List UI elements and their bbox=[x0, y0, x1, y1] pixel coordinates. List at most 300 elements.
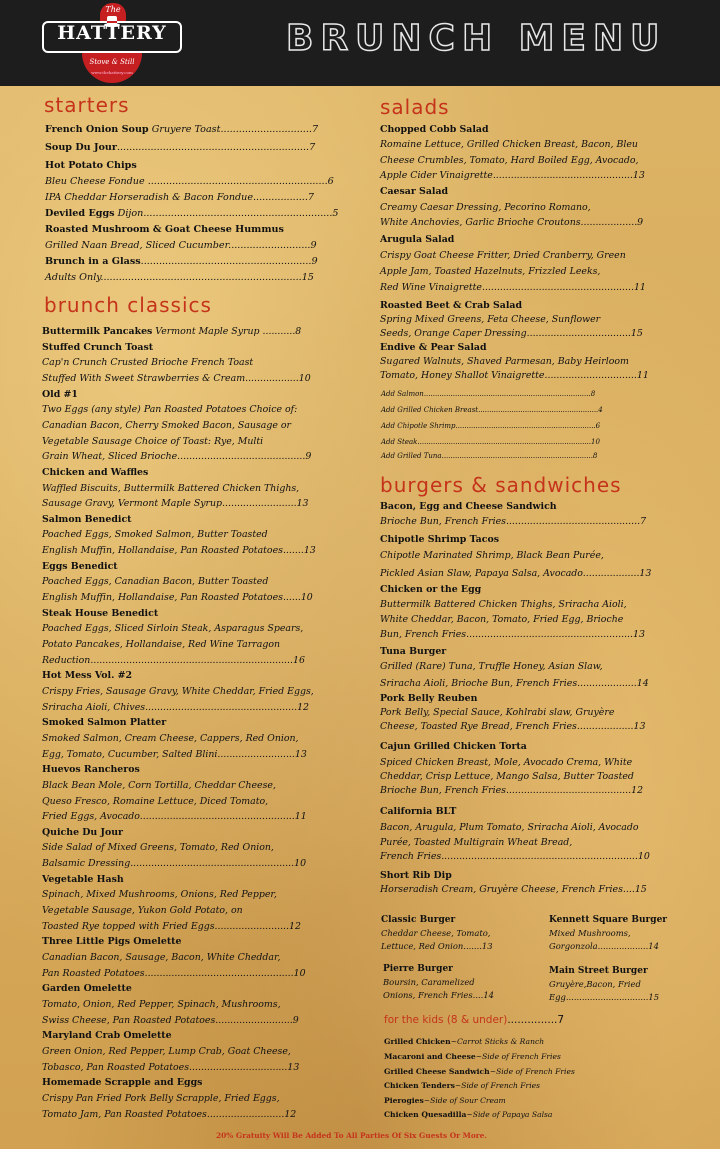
menu-line bbox=[380, 200, 591, 216]
kids-item-side: ~Side of French Fries bbox=[489, 1067, 575, 1076]
menu-line bbox=[380, 804, 456, 820]
leader-dots: ............................................................... bbox=[455, 422, 596, 430]
menu-line bbox=[42, 840, 274, 856]
burger-description-line bbox=[383, 989, 494, 1002]
item-price: 10 bbox=[293, 967, 306, 979]
menu-line bbox=[42, 981, 132, 997]
burger-description-line bbox=[549, 940, 667, 953]
menu-line bbox=[42, 762, 140, 778]
gratuity-note: 20% Gratuity Will Be Added To All Parties Of Six Guests Or More. bbox=[216, 1131, 487, 1140]
leader-dots: .......................... bbox=[215, 1014, 293, 1026]
item-price: 13 bbox=[294, 748, 307, 760]
leader-dots: .................................................................... bbox=[90, 654, 294, 666]
kids-item-name: Grilled Chicken bbox=[384, 1037, 451, 1046]
menu-line bbox=[42, 668, 132, 684]
leader-dots: ................................. bbox=[189, 1061, 288, 1073]
leader-dots: ....... bbox=[282, 545, 304, 557]
item-name: Stuffed Crunch Toast bbox=[42, 341, 154, 353]
addon-name: Add Chipotle Shrimp bbox=[381, 422, 456, 430]
leader-dots: ................................................... bbox=[481, 282, 634, 293]
item-description: Poached Eggs, Smoked Salmon, Butter Toasted bbox=[42, 529, 268, 541]
burger-card bbox=[383, 963, 494, 1002]
item-description: Seeds, Orange Caper Dressing bbox=[380, 328, 527, 339]
menu-line bbox=[380, 232, 454, 248]
menu-line bbox=[45, 174, 334, 190]
menu-line bbox=[42, 402, 297, 418]
leader-dots: ............................... bbox=[544, 370, 637, 381]
menu-line bbox=[42, 919, 301, 935]
menu-line bbox=[42, 1091, 280, 1107]
item-description: Pickled Asian Slaw, Papaya Salsa, Avocado bbox=[380, 568, 583, 579]
item-description: Smoked Salmon, Cream Cheese, Cappers, Red Onion, bbox=[42, 732, 299, 744]
item-name: Bacon, Egg and Cheese Sandwich bbox=[380, 501, 557, 512]
burger-price: 14 bbox=[648, 941, 659, 951]
leader-dots: .................. bbox=[245, 372, 299, 384]
menu-line bbox=[45, 158, 137, 174]
menu-line bbox=[42, 496, 309, 512]
addon-name: Add Salmon bbox=[381, 390, 424, 398]
menu-line bbox=[42, 825, 123, 841]
item-description: Adults Only bbox=[45, 272, 101, 283]
item-description: Spiced Chicken Breast, Mole, Avocado Crema, White bbox=[380, 757, 633, 768]
menu-line bbox=[42, 340, 153, 356]
menu-line bbox=[380, 532, 499, 548]
menu-line bbox=[42, 434, 263, 450]
item-name: Garden Omelette bbox=[42, 983, 132, 995]
menu-line bbox=[42, 872, 124, 888]
leader-dots: .................. bbox=[253, 192, 308, 203]
item-name: Three Little Pigs Omelette bbox=[42, 936, 182, 948]
item-price: 12 bbox=[631, 785, 644, 796]
item-name: Maryland Crab Omelette bbox=[42, 1030, 172, 1042]
item-description: Stuffed With Sweet Strawberries & Cream bbox=[42, 372, 246, 384]
leader-dots: .......................... bbox=[206, 1108, 285, 1120]
leader-dots: .......................... bbox=[217, 748, 295, 760]
item-name: Roasted Mushroom & Goat Cheese Hummus bbox=[45, 224, 284, 235]
menu-line bbox=[42, 481, 299, 497]
item-name: Hot Potato Chips bbox=[45, 160, 137, 171]
menu-line bbox=[380, 566, 651, 582]
item-name: Cajun Grilled Chicken Torta bbox=[380, 741, 527, 752]
item-description: Creamy Caesar Dressing, Pecorino Romano, bbox=[380, 202, 591, 213]
item-name: Buttermilk Pancakes bbox=[42, 326, 153, 337]
item-description: Grain Wheat, Sliced Brioche bbox=[42, 451, 178, 463]
kids-item-side: ~Side of Sour Cream bbox=[423, 1096, 506, 1105]
leader-dots: ................... bbox=[580, 217, 638, 228]
logo-website: www.thehattery.com bbox=[91, 70, 133, 75]
kids-item-side: ~Side of French Fries bbox=[454, 1081, 541, 1090]
menu-line bbox=[42, 1107, 296, 1123]
leader-dots: ........................................................ bbox=[466, 629, 634, 640]
menu-line bbox=[42, 934, 181, 950]
kids-item-name: Chicken Quesadilla bbox=[384, 1110, 467, 1119]
burger-price: 15 bbox=[648, 992, 660, 1002]
menu-line bbox=[42, 747, 307, 763]
addon-name: Add Steak bbox=[381, 438, 418, 446]
item-description: Crispy Goat Cheese Fritter, Dried Cranberry, Green bbox=[380, 250, 626, 261]
item-name: Steak House Benedict bbox=[42, 607, 159, 619]
menu-line bbox=[42, 1013, 299, 1029]
item-description: Chipotle Marinated Shrimp, Black Bean Purée, bbox=[380, 550, 604, 561]
kids-item bbox=[384, 1035, 544, 1050]
leader-dots: ....................................................... bbox=[130, 858, 295, 870]
menu-line bbox=[380, 739, 527, 755]
item-description: Egg, Tomato, Cucumber, Salted Blini bbox=[42, 748, 218, 760]
item-name: Short Rib Dip bbox=[380, 870, 452, 881]
leader-dots: ........................................................ bbox=[140, 256, 312, 267]
menu-line bbox=[42, 997, 281, 1013]
leader-dots: ............................................................... bbox=[116, 142, 310, 153]
item-description: Cheddar, Crisp Lettuce, Mango Salsa, Butter Toasted bbox=[380, 771, 634, 782]
item-description: Bacon, Arugula, Plum Tomato, Sriracha Aioli, Avocado bbox=[380, 822, 639, 833]
logo-sub-text: Stove & Still bbox=[89, 58, 135, 66]
item-description: Grilled Naan Bread, Sliced Cucumber bbox=[45, 240, 229, 251]
item-price: 13 bbox=[632, 170, 645, 181]
menu-line bbox=[42, 903, 243, 919]
item-name: Huevos Rancheros bbox=[42, 764, 140, 776]
item-description: Vegetable Sausage, Yukon Gold Potato, on bbox=[42, 905, 243, 917]
item-price: 11 bbox=[633, 282, 646, 293]
kids-item-name: Pierogies bbox=[384, 1096, 424, 1105]
leader-dots: ........................... bbox=[228, 240, 311, 251]
item-description: Pan Roasted Potatoes bbox=[42, 967, 145, 979]
kids-item-name: Grilled Cheese Sandwich bbox=[384, 1067, 490, 1076]
leader-dots: ................... bbox=[597, 941, 649, 951]
item-description: Tomato, Onion, Red Pepper, Spinach, Mushrooms, bbox=[42, 998, 281, 1010]
addon-line bbox=[381, 402, 603, 418]
item-price: 7 bbox=[640, 516, 647, 527]
item-description: Apple Cider Vinaigrette bbox=[380, 170, 493, 181]
item-price: 9 bbox=[310, 240, 317, 251]
menu-line bbox=[42, 794, 268, 810]
item-name: Eggs Benedict bbox=[42, 560, 118, 572]
item-name: Chipotle Shrimp Tacos bbox=[380, 534, 499, 545]
item-name: Quiche Du Jour bbox=[42, 826, 123, 838]
leader-dots: ......................... bbox=[214, 920, 290, 932]
item-name: Vegetable Hash bbox=[42, 873, 124, 885]
addon-name: Add Grilled Tuna bbox=[381, 452, 442, 460]
menu-line bbox=[42, 653, 305, 669]
leader-dots: .... bbox=[622, 884, 635, 895]
item-price: 13 bbox=[633, 721, 646, 732]
leader-dots: ................... bbox=[582, 568, 640, 579]
addon-price: 6 bbox=[595, 422, 601, 430]
leader-dots: .............................. bbox=[220, 124, 312, 135]
menu-line bbox=[380, 248, 626, 264]
addon-price: 8 bbox=[592, 452, 598, 460]
burger-description-end: Egg bbox=[549, 992, 566, 1002]
item-description: Cheese Crumbles, Tomato, Hard Boiled Egg, Avocado, bbox=[380, 155, 639, 166]
menu-line bbox=[45, 238, 317, 254]
leader-dots: .................................................................... bbox=[441, 452, 593, 460]
leader-dots: ........... bbox=[262, 326, 296, 337]
item-description: Sriracha Aioli, Chives bbox=[42, 701, 146, 713]
item-description: Brioche Bun, French Fries bbox=[380, 516, 506, 527]
section-title-brunch-classics: brunch classics bbox=[44, 293, 212, 317]
item-description: Apple Jam, Toasted Hazelnuts, Frizzled Leeks, bbox=[380, 266, 601, 277]
item-price: 12 bbox=[284, 1108, 297, 1120]
item-name: Deviled Eggs bbox=[45, 208, 115, 219]
menu-line bbox=[42, 543, 316, 559]
menu-line bbox=[45, 222, 284, 238]
menu-line bbox=[380, 548, 604, 564]
menu-line bbox=[42, 621, 303, 637]
item-name: Salmon Benedict bbox=[42, 513, 132, 525]
menu-line bbox=[42, 778, 276, 794]
leader-dots: .................................................................. bbox=[100, 272, 302, 283]
menu-line bbox=[380, 612, 623, 628]
item-price: 13 bbox=[639, 568, 652, 579]
leader-dots: ........................................... bbox=[177, 451, 306, 463]
burger-name: Classic Burger bbox=[381, 915, 456, 925]
menu-line bbox=[380, 280, 646, 296]
addon-name: Add Grilled Chicken Breast bbox=[381, 406, 479, 414]
kids-item-side: ~Side of French Fries bbox=[475, 1052, 561, 1061]
item-name: Tuna Burger bbox=[380, 646, 447, 657]
menu-line bbox=[380, 264, 600, 280]
menu-line bbox=[42, 637, 280, 653]
burger-price: 14 bbox=[483, 990, 494, 1000]
section-title-salads: salads bbox=[380, 95, 450, 119]
kids-item-side: ~Carrot Sticks & Ranch bbox=[450, 1037, 545, 1046]
leader-dots: .............................................................. bbox=[143, 208, 333, 219]
item-price: 9 bbox=[311, 256, 318, 267]
item-description: Green Onion, Red Pepper, Lump Crab, Goat Cheese, bbox=[42, 1045, 291, 1057]
page-title: BRUNCH MENU bbox=[286, 18, 667, 59]
item-description: Romaine Lettuce, Grilled Chicken Breast, Bacon, Bleu bbox=[380, 139, 638, 150]
menu-line bbox=[42, 574, 268, 590]
leader-dots: .................................................. bbox=[144, 967, 294, 979]
burger-name: Main Street Burger bbox=[549, 966, 648, 976]
item-price: 15 bbox=[634, 884, 647, 895]
menu-line bbox=[380, 184, 448, 200]
leader-dots: .... bbox=[472, 990, 484, 1000]
addon-price: 10 bbox=[590, 438, 600, 446]
item-description: Two Eggs (any style) Pan Roasted Potatoes Choice of: bbox=[42, 404, 298, 416]
leader-dots: .......................................... bbox=[505, 785, 632, 796]
item-price: 6 bbox=[327, 176, 334, 187]
item-description: IPA Cheddar Horseradish & Bacon Fondue bbox=[45, 192, 253, 203]
item-description: Purée, Toasted Multigrain Wheat Bread, bbox=[380, 837, 573, 848]
menu-line bbox=[380, 153, 638, 169]
menu-line bbox=[42, 1028, 172, 1044]
menu-line bbox=[42, 700, 309, 716]
burger-card bbox=[549, 965, 659, 1004]
menu-line bbox=[42, 1044, 291, 1060]
item-name: Chopped Cobb Salad bbox=[380, 124, 489, 135]
item-name: Brunch in a Glass bbox=[45, 256, 141, 267]
item-description: French Fries bbox=[380, 851, 442, 862]
item-description: Vermont Maple Syrup bbox=[152, 326, 263, 337]
item-price: 10 bbox=[298, 372, 311, 384]
item-description: Crispy Fries, Sausage Gravy, White Cheddar, Fried Eggs, bbox=[42, 685, 314, 697]
menu-line bbox=[380, 676, 649, 692]
menu-line bbox=[42, 684, 314, 700]
item-description: Reduction bbox=[42, 654, 91, 666]
kids-item bbox=[384, 1108, 552, 1123]
kids-item bbox=[384, 1079, 540, 1094]
item-price: 12 bbox=[297, 701, 309, 713]
hattery-logo bbox=[42, 3, 182, 83]
burger-description-end: Lettuce, Red Onion bbox=[381, 941, 464, 951]
menu-line bbox=[45, 270, 314, 286]
item-description: Pork Belly, Special Sauce, Kohlrabi slaw, Gruyère bbox=[380, 707, 615, 718]
menu-line bbox=[42, 809, 307, 825]
addon-price: 4 bbox=[598, 406, 603, 414]
item-name: Chicken or the Egg bbox=[380, 584, 482, 595]
item-price: 7 bbox=[311, 124, 319, 135]
item-description: Crispy Pan Fried Pork Belly Scrapple, Fried Eggs, bbox=[42, 1092, 280, 1104]
item-description: Horseradish Cream, Gruyère Cheese, French Fries bbox=[380, 884, 623, 895]
leader-dots: ...... bbox=[282, 592, 301, 604]
menu-line bbox=[42, 966, 306, 982]
item-name: Roasted Beet & Crab Salad bbox=[380, 300, 523, 311]
item-name: Arugula Salad bbox=[380, 234, 455, 245]
leader-dots: ............................................. bbox=[505, 516, 641, 527]
menu-line bbox=[45, 140, 315, 156]
item-description: White Cheddar, Bacon, Tomato, Fried Egg, Brioche bbox=[380, 614, 624, 625]
menu-line bbox=[42, 465, 148, 481]
kids-item-side: ~Side of Papaya Salsa bbox=[466, 1110, 553, 1119]
item-description: Gruyere Toast bbox=[148, 124, 221, 135]
item-price: 16 bbox=[293, 654, 305, 666]
menu-line bbox=[42, 590, 313, 606]
leader-dots: ................... bbox=[576, 721, 634, 732]
item-description: Buttermilk Battered Chicken Thighs, Sriracha Aioli, bbox=[380, 599, 627, 610]
menu-line bbox=[42, 887, 277, 903]
leader-dots: ................................................... bbox=[145, 701, 298, 713]
leader-dots: .............................................................................. bbox=[417, 438, 591, 446]
item-description: Side Salad of Mixed Greens, Tomato, Red Onion, bbox=[42, 842, 274, 854]
item-description: Tomato Jam, Pan Roasted Potatoes bbox=[42, 1108, 207, 1120]
menu-line bbox=[45, 122, 318, 138]
kids-heading: for the kids (8 & under)...............7 bbox=[384, 1014, 565, 1026]
item-description: Red Wine Vinaigrette bbox=[380, 282, 482, 293]
item-description: Black Bean Mole, Corn Tortilla, Cheddar Cheese, bbox=[42, 779, 276, 791]
kids-item bbox=[384, 1050, 561, 1065]
menu-line bbox=[45, 190, 314, 206]
item-name: Caesar Salad bbox=[380, 186, 449, 197]
menu-line bbox=[380, 499, 557, 515]
item-price: 15 bbox=[301, 272, 314, 283]
menu-line bbox=[42, 1075, 202, 1091]
menu-line bbox=[42, 512, 131, 528]
item-name: Homemade Scrapple and Eggs bbox=[42, 1077, 203, 1089]
item-price: 7 bbox=[309, 142, 316, 153]
item-price: 7 bbox=[307, 192, 315, 203]
addon-line bbox=[381, 418, 600, 434]
item-name: Chicken and Waffles bbox=[42, 466, 149, 478]
leader-dots: ......................... bbox=[222, 498, 297, 510]
item-price: 11 bbox=[294, 811, 307, 823]
menu-line bbox=[380, 719, 645, 735]
menu-line bbox=[380, 783, 643, 799]
item-description: Grilled (Rare) Tuna, Truffle Honey, Asian Slaw, bbox=[380, 661, 603, 672]
menu-line bbox=[42, 418, 291, 434]
kids-item-name: Chicken Tenders bbox=[384, 1081, 455, 1090]
leader-dots: ............................................... bbox=[492, 170, 633, 181]
menu-line bbox=[380, 882, 647, 898]
menu-line bbox=[42, 324, 301, 340]
item-price: 14 bbox=[636, 678, 649, 689]
item-description: Vegetable Sausage Choice of Toast: Rye, Multi bbox=[42, 435, 264, 447]
leader-dots: ........................................................... bbox=[147, 176, 328, 187]
menu-line bbox=[380, 644, 446, 660]
item-price: 9 bbox=[305, 451, 312, 463]
burger-description-end: Onions, French Fries bbox=[383, 990, 473, 1000]
menu-line bbox=[380, 122, 489, 138]
leader-dots: .................................................... bbox=[139, 811, 295, 823]
logo-name: HATTERY bbox=[57, 22, 167, 44]
item-price: 13 bbox=[296, 498, 309, 510]
logo-tab-text: The bbox=[105, 5, 121, 14]
item-price: 10 bbox=[294, 858, 307, 870]
menu-line bbox=[380, 582, 481, 598]
item-name: Old #1 bbox=[42, 388, 78, 400]
item-description: Fried Eggs, Avocado bbox=[42, 811, 140, 823]
burger-description: Mixed Mushrooms, bbox=[549, 928, 631, 938]
item-price: 13 bbox=[287, 1061, 300, 1073]
item-name: Soup Du Jour bbox=[45, 142, 117, 153]
burger-description: Gruyère,Bacon, Fried bbox=[549, 979, 641, 989]
menu-line bbox=[42, 731, 299, 747]
leader-dots: ....... bbox=[463, 941, 482, 951]
menu-line bbox=[42, 371, 311, 387]
item-name: California BLT bbox=[380, 806, 457, 817]
item-description: Poached Eggs, Sliced Sirloin Steak, Asparagus Spears, bbox=[42, 623, 304, 635]
menu-line bbox=[42, 527, 268, 543]
item-description: Tomato, Honey Shallot Vinaigrette bbox=[380, 370, 545, 381]
item-description: Sausage Gravy, Vermont Maple Syrup bbox=[42, 498, 223, 510]
menu-line bbox=[42, 856, 306, 872]
burger-description: Cheddar Cheese, Tomato, bbox=[381, 928, 491, 938]
menu-line bbox=[380, 659, 603, 675]
menu-line bbox=[380, 849, 650, 865]
item-description: Brioche Bun, French Fries bbox=[380, 785, 506, 796]
item-description: Bleu Cheese Fondue bbox=[45, 176, 148, 187]
item-price: 12 bbox=[289, 920, 301, 932]
burger-card bbox=[549, 914, 667, 953]
section-title-starters: starters bbox=[44, 93, 130, 117]
item-description: Tobasco, Pan Roasted Potatoes bbox=[42, 1061, 190, 1073]
addon-line bbox=[381, 386, 595, 402]
menu-line bbox=[45, 206, 339, 222]
menu-line bbox=[42, 387, 78, 403]
item-price: 9 bbox=[637, 217, 644, 228]
leader-dots: .................................................................. bbox=[441, 851, 638, 862]
menu-line bbox=[42, 449, 311, 465]
kids-item bbox=[384, 1065, 575, 1080]
menu-line bbox=[380, 597, 627, 613]
menu-line bbox=[42, 355, 253, 371]
item-price: 8 bbox=[295, 326, 302, 337]
item-price: 13 bbox=[633, 629, 645, 640]
menu-line bbox=[380, 215, 643, 231]
menu-line bbox=[380, 368, 649, 384]
item-price: 5 bbox=[332, 208, 339, 219]
item-name: Smoked Salmon Platter bbox=[42, 717, 167, 729]
menu-line bbox=[380, 820, 639, 836]
menu-line bbox=[45, 254, 318, 270]
item-description: Canadian Bacon, Cherry Smoked Bacon, Sausage or bbox=[42, 419, 292, 431]
burger-price: 13 bbox=[481, 941, 493, 951]
item-description: White Anchovies, Garlic Brioche Croutons bbox=[380, 217, 581, 228]
menu-line bbox=[42, 606, 158, 622]
item-description: English Muffin, Hollandaise, Pan Roasted Potatoes bbox=[42, 545, 283, 557]
menu-line bbox=[42, 1060, 299, 1076]
item-description: Queso Fresco, Romaine Lettuce, Diced Tomato, bbox=[42, 795, 269, 807]
menu-line bbox=[42, 715, 166, 731]
